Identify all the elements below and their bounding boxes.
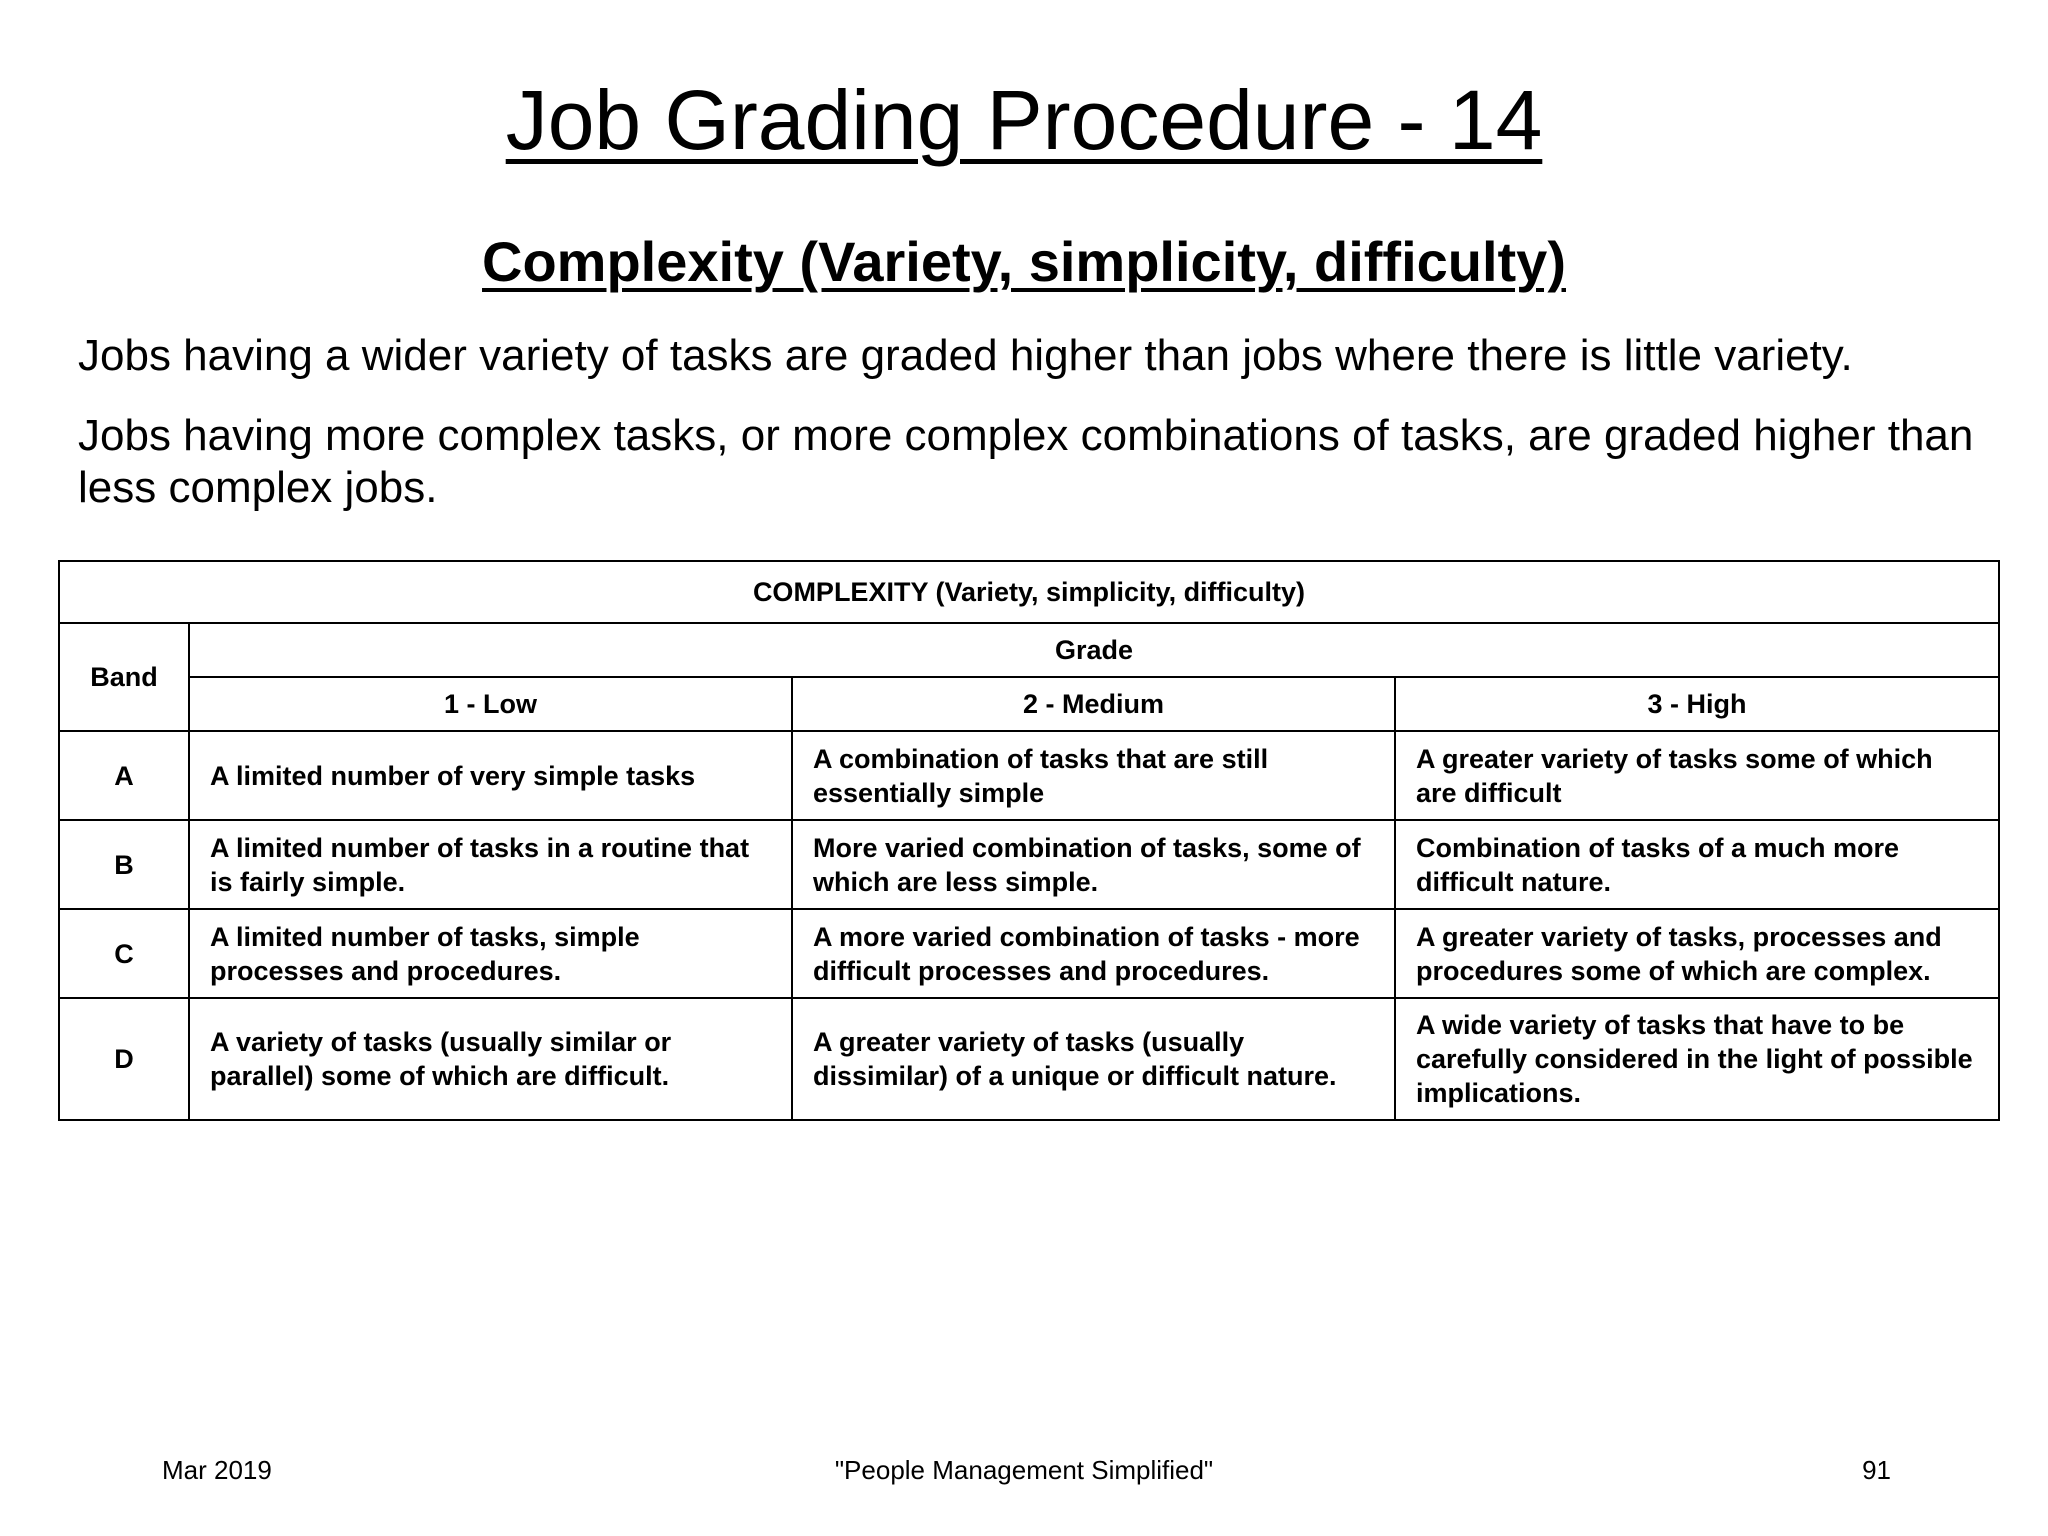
table-cell-medium: A combination of tasks that are still essentially simple [792, 731, 1395, 820]
table-cell-low: A variety of tasks (usually similar or parallel) some of which are difficult. [189, 998, 792, 1120]
table-row-band-a [59, 731, 1999, 820]
section-heading [0, 228, 2048, 296]
table-cell-high: A wide variety of tasks that have to be carefully considered in the light of possible implications. [1395, 998, 1999, 1120]
table-cell-medium: A greater variety of tasks (usually dissimilar) of a unique or difficult nature. [792, 998, 1395, 1120]
complexity-table [58, 560, 2000, 1121]
table-cell-high: A greater variety of tasks, processes and procedures some of which are complex. [1395, 909, 1999, 998]
table-cell-low: A limited number of tasks in a routine that is fairly simple. [189, 820, 792, 909]
table-cell-low: A limited number of very simple tasks [189, 731, 792, 820]
table-caption: COMPLEXITY (Variety, simplicity, difficulty) [59, 561, 1999, 623]
grade-level-high-header: 3 - High [1395, 677, 1999, 731]
band-label: A [59, 731, 189, 820]
grade-level-low-header: 1 - Low [189, 677, 792, 731]
footer-title: "People Management Simplified" [834, 1455, 1214, 1485]
grade-level-medium-header: 2 - Medium [792, 677, 1395, 731]
footer-date: Mar 2019 [162, 1455, 272, 1485]
band-label: B [59, 820, 189, 909]
band-label: C [59, 909, 189, 998]
page-title [0, 70, 2048, 170]
table-cell-medium: A more varied combination of tasks - more difficult processes and procedures. [792, 909, 1395, 998]
intro-paragraph-variety: Jobs having a wider variety of tasks are graded higher than jobs where there is little variety. [78, 331, 1853, 380]
table-row-band-c [59, 909, 1999, 998]
table-row-band-b [59, 820, 1999, 909]
table-cell-high: A greater variety of tasks some of which are difficult [1395, 731, 1999, 820]
section-heading-text: Complexity (Variety, simplicity, difficulty) [482, 230, 1566, 293]
table-cell-low: A limited number of tasks, simple processes and procedures. [189, 909, 792, 998]
page-number: 91 [1862, 1455, 1891, 1485]
grade-column-header: Grade [189, 623, 1999, 677]
table-cell-medium: More varied combination of tasks, some of which are less simple. [792, 820, 1395, 909]
band-column-header: Band [59, 623, 189, 731]
intro-paragraph-complexity: Jobs having more complex tasks, or more complex combinations of tasks, are graded higher than less complex jobs. [78, 411, 1974, 512]
table-cell-high: Combination of tasks of a much more difficult nature. [1395, 820, 1999, 909]
table-row-band-d [59, 998, 1999, 1120]
band-label: D [59, 998, 189, 1120]
page-title-text: Job Grading Procedure - 14 [505, 73, 1543, 167]
